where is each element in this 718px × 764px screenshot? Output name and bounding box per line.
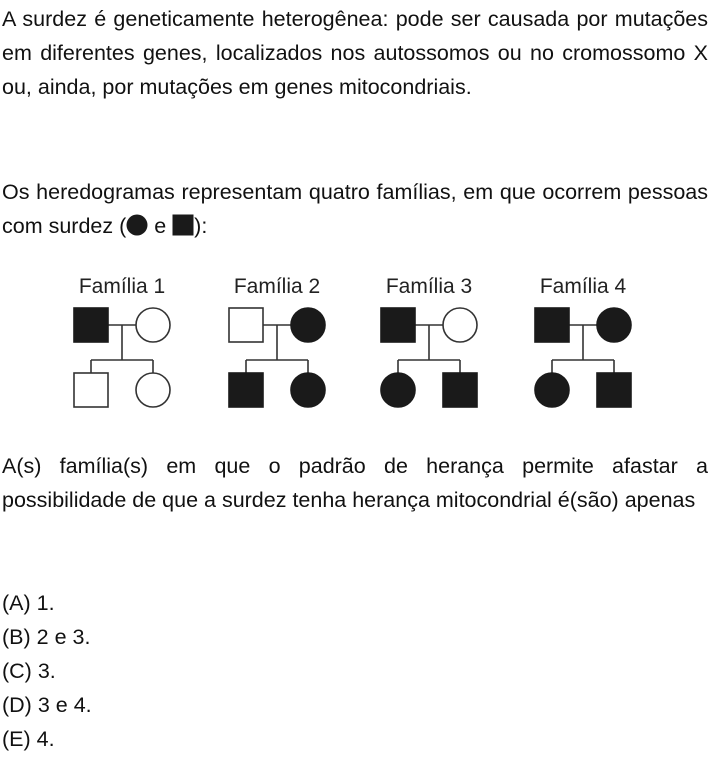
option-e[interactable]: (E) 4. bbox=[2, 727, 55, 751]
family-4-child-1-symbol bbox=[535, 373, 569, 407]
intro-paragraph: A surdez é geneticamente heterogênea: pode ser causada por mutações em diferentes genes, localizados nos autossomos ou no cromossomo X ou, ainda, por mutações em genes mitocondriais. bbox=[2, 7, 708, 99]
pedigree-intro-before: Os heredogramas representam quatro famílias, em que ocorrem pessoas com surdez ( bbox=[2, 180, 708, 238]
family-3-mother-symbol bbox=[443, 308, 477, 342]
pedigree-intro-after: ): bbox=[194, 214, 208, 238]
pedigree-intro-paragraph bbox=[2, 175, 708, 243]
affected-circle-legend-icon bbox=[126, 214, 148, 236]
family-2-mother-symbol bbox=[291, 308, 325, 342]
family-2-child-1-symbol bbox=[229, 373, 263, 407]
affected-square-legend-icon bbox=[172, 214, 194, 236]
option-d[interactable]: (D) 3 e 4. bbox=[2, 693, 92, 717]
option-a[interactable]: (A) 1. bbox=[2, 591, 55, 615]
family-1-father-symbol bbox=[74, 308, 108, 342]
family-title-2: Família 2 bbox=[233, 275, 321, 298]
family-4-child-2-symbol bbox=[597, 373, 631, 407]
family-3-child-2-symbol bbox=[443, 373, 477, 407]
family-2-father-symbol bbox=[229, 308, 263, 342]
option-c[interactable]: (C) 3. bbox=[2, 659, 56, 683]
family-1-mother-symbol bbox=[136, 308, 170, 342]
family-4-mother-symbol bbox=[597, 308, 631, 342]
pedigree-figure bbox=[0, 268, 718, 418]
family-title-3: Família 3 bbox=[385, 275, 473, 298]
family-1-child-1-symbol bbox=[74, 373, 108, 407]
pedigree-intro-middle: e bbox=[148, 214, 173, 238]
family-2-child-2-symbol bbox=[291, 373, 325, 407]
family-1-child-2-symbol bbox=[136, 373, 170, 407]
family-3-father-symbol bbox=[381, 308, 415, 342]
question-text: A(s) família(s) em que o padrão de herança permite afastar a possibilidade de que a surdez tenha herança mitocondrial é(são) apenas bbox=[2, 454, 708, 512]
option-b[interactable]: (B) 2 e 3. bbox=[2, 625, 91, 649]
family-3-child-1-symbol bbox=[381, 373, 415, 407]
family-title-1: Família 1 bbox=[78, 275, 166, 298]
family-title-4: Família 4 bbox=[539, 275, 627, 298]
family-4-father-symbol bbox=[535, 308, 569, 342]
